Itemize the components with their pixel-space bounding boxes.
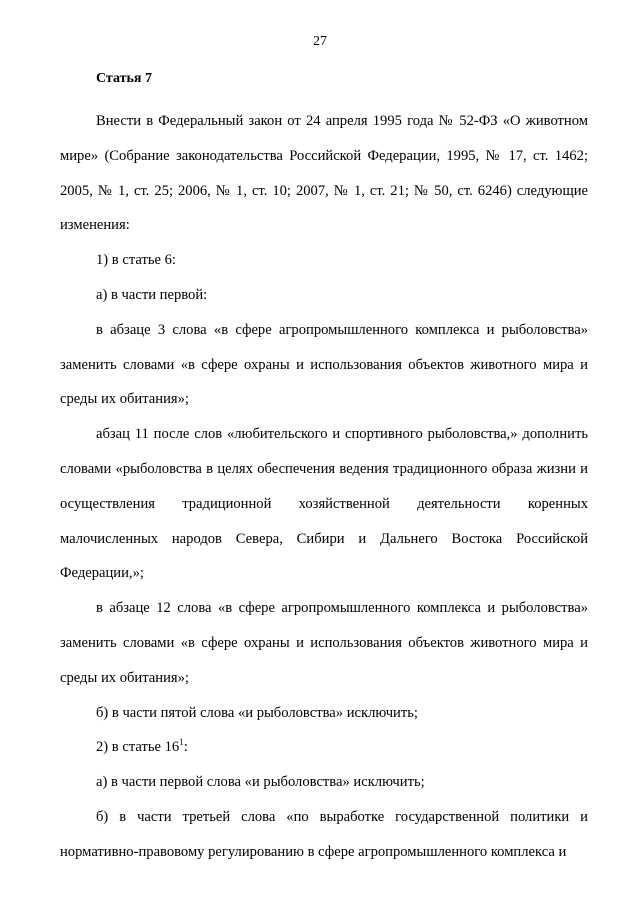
intro-paragraph: Внести в Федеральный закон от 24 апреля 1995 года № 52-ФЗ «О животном мире» (Собрание законодательства Российской Федерации, 1995, № 17, ст. 1462; 2005, № 1, ст. 25; 2006, № 1, ст. 10; 2007, № 1, ст. 21; № 50, ст. 6246) следующие изменения: xyxy=(60,113,588,234)
article-title: Статья 7 xyxy=(96,71,152,86)
item-1a-paragraph-2: абзац 11 после слов «любительского и спортивного рыболовства,» дополнить словами «рыболовства в целях обеспечения ведения традиционного образа жизни и осуществления традиционной хозяйственной деятельности коренных малочисленных народов Севера, Сибири и Дальнего Востока Российской Федерации,»; xyxy=(60,426,588,582)
item-2a: а) в части первой слова «и рыболовства» исключить; xyxy=(96,774,425,791)
item-2-suffix: : xyxy=(183,739,188,756)
item-1: 1) в статье 6: xyxy=(96,252,176,269)
page-number: 27 xyxy=(313,34,327,49)
item-1a-paragraph-3: в абзаце 12 слова «в сфере агропромышленного комплекса и рыболовства» заменить словами «в сфере охраны и использования объектов животного мира и среды их обитания»; xyxy=(60,600,588,686)
item-2 xyxy=(60,730,588,765)
item-2b: б) в части третьей слова «по выработке государственной политики и нормативно-правовому регулированию в сфере агропромышленного комплекса и xyxy=(60,808,588,860)
document-body xyxy=(60,104,588,870)
item-2-prefix: 2) в статье 16 xyxy=(96,739,180,756)
item-2-superscript: 1 xyxy=(179,737,184,748)
item-1b: б) в части пятой слова «и рыболовства» исключить; xyxy=(96,704,418,721)
item-1a: а) в части первой: xyxy=(96,286,208,303)
item-1a-paragraph-1: в абзаце 3 слова «в сфере агропромышленного комплекса и рыболовства» заменить словами «в сфере охраны и использования объектов животного мира и среды их обитания»; xyxy=(60,321,588,408)
